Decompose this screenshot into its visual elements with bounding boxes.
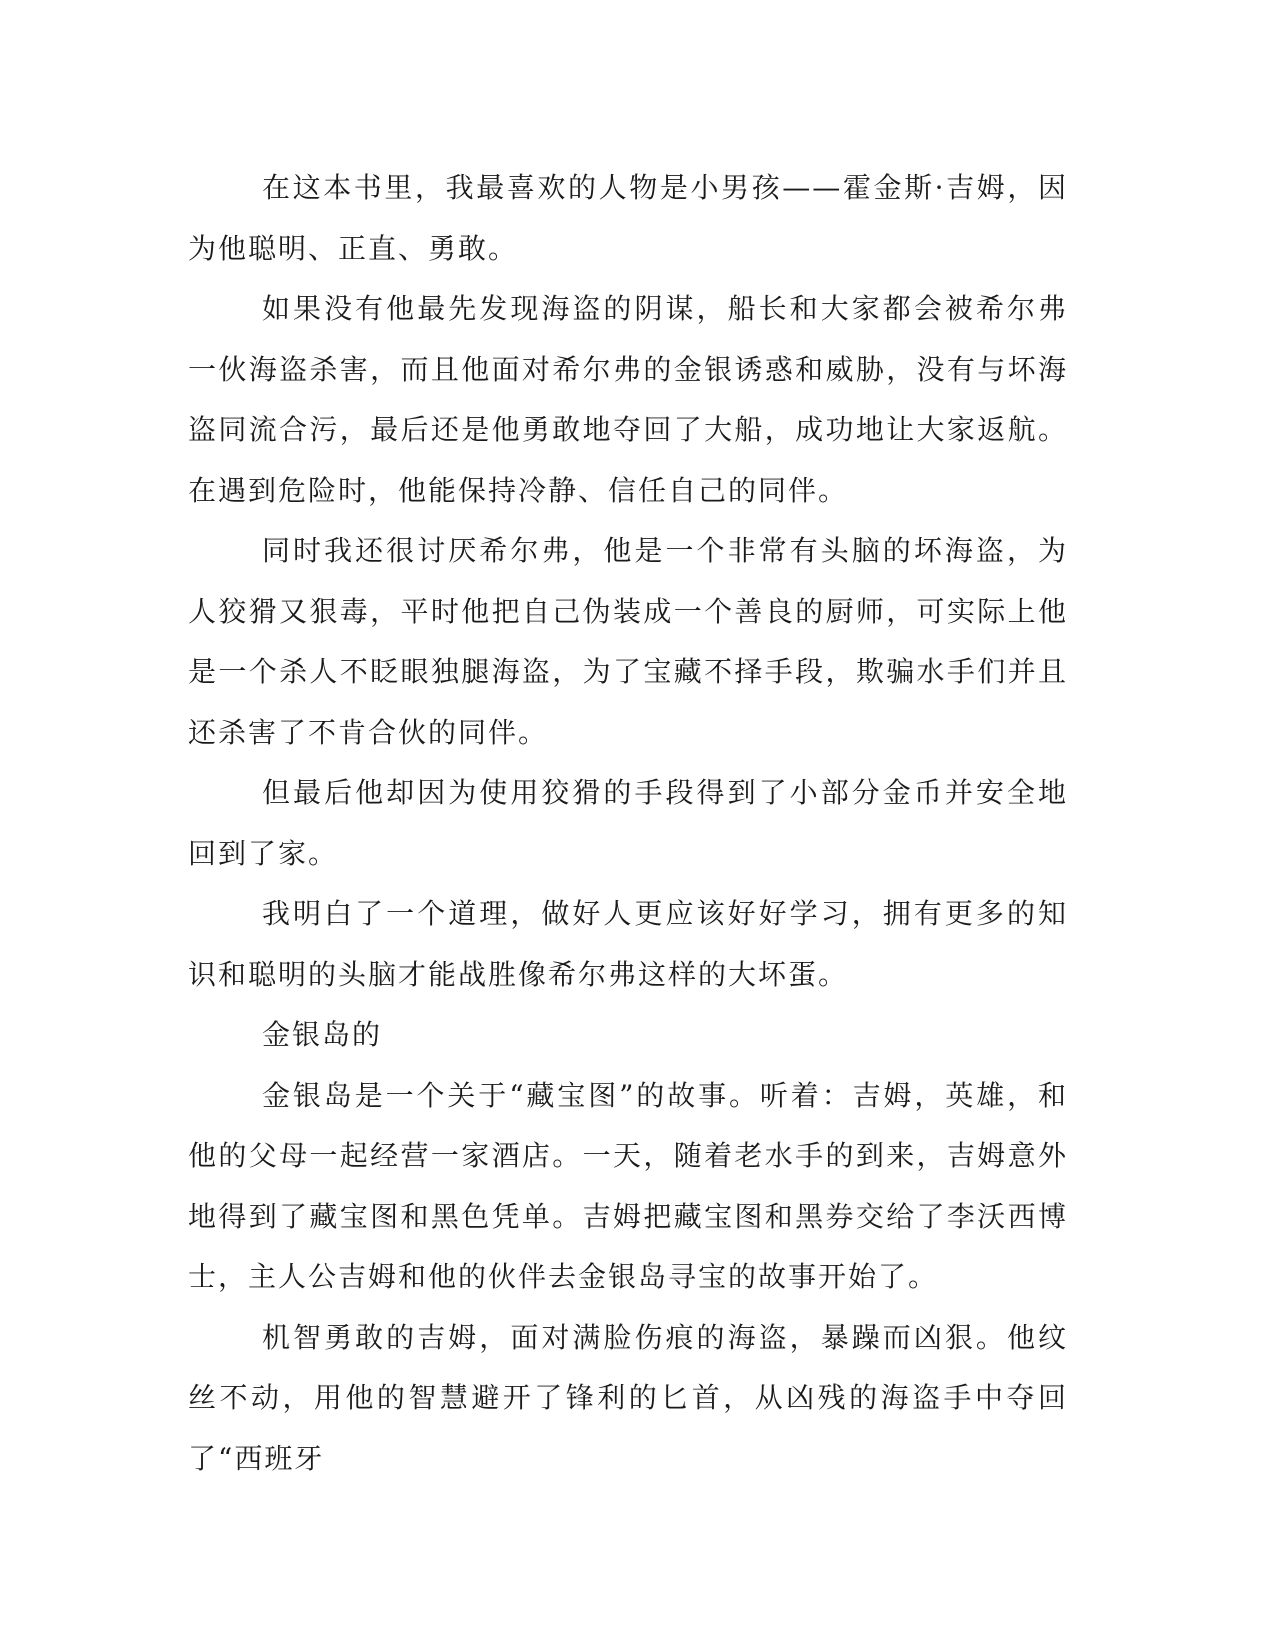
section-heading: 金银岛的 <box>262 1018 383 1051</box>
paragraph: 但最后他却因为使用狡猾的手段得到了小部分金币并安全地回到了家。 <box>188 776 1068 870</box>
document-body <box>188 158 1068 1489</box>
paragraph: 我明白了一个道理，做好人更应该好好学习，拥有更多的知识和聪明的头脑才能战胜像希尔弗这样的大坏蛋。 <box>188 897 1068 991</box>
paragraph: 金银岛是一个关于“藏宝图”的故事。听着：吉姆，英雄，和他的父母一起经营一家酒店。一天，随着老水手的到来，吉姆意外地得到了藏宝图和黑色凭单。吉姆把藏宝图和黑券交给了李沃西博士，主人公吉姆和他的伙伴去金银岛寻宝的故事开始了。 <box>188 1078 1068 1293</box>
paragraph: 机智勇敢的吉姆，面对满脸伤痕的海盗，暴躁而凶狠。他纹丝不动，用他的智慧避开了锋利的匕首，从凶残的海盗手中夺回了“西班牙 <box>188 1320 1068 1475</box>
paragraph: 如果没有他最先发现海盗的阴谋，船长和大家都会被希尔弗一伙海盗杀害，而且他面对希尔弗的金银诱惑和威胁，没有与坏海盗同流合污，最后还是他勇敢地夺回了大船，成功地让大家返航。在遇到危险时，他能保持冷静、信任自己的同伴。 <box>188 292 1068 507</box>
paragraph: 同时我还很讨厌希尔弗，他是一个非常有头脑的坏海盗，为人狡猾又狠毒，平时他把自己伪装成一个善良的厨师，可实际上他是一个杀人不眨眼独腿海盗，为了宝藏不择手段，欺骗水手们并且还杀害了不肯合伙的同伴。 <box>188 534 1068 749</box>
paragraph: 在这本书里，我最喜欢的人物是小男孩——霍金斯·吉姆，因为他聪明、正直、勇敢。 <box>188 171 1068 265</box>
